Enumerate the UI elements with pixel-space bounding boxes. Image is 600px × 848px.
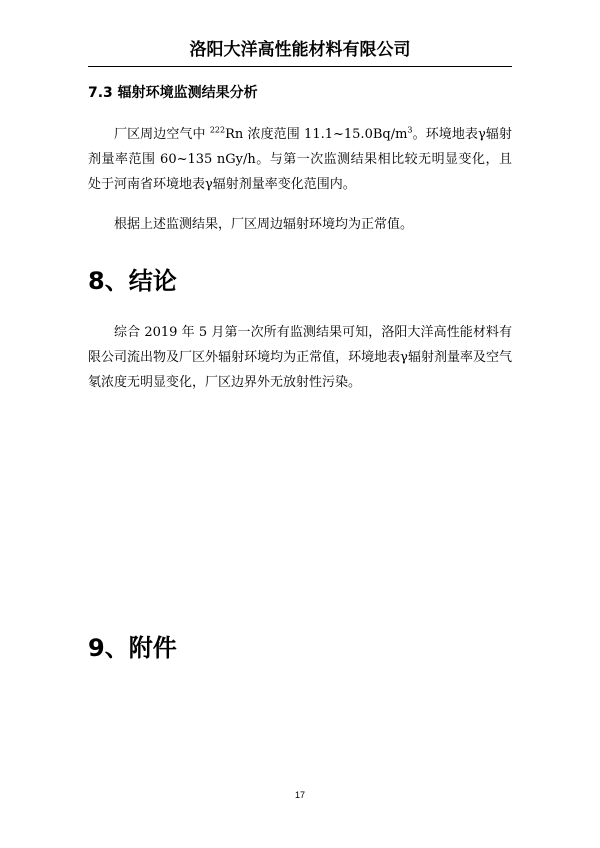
para1-part2: Rn 浓度范围 11.1~15.0Bq/m <box>225 127 408 142</box>
header-rule <box>88 66 512 67</box>
section-7-3-paragraph-1 <box>88 122 512 197</box>
page-header-company: 洛阳大洋高性能材料有限公司 <box>189 40 411 60</box>
para1-part1: 厂区周边空气中 <box>114 127 210 142</box>
section-8-paragraph: 综合 2019 年 5 月第一次所有监测结果可知，洛阳大洋高性能材料有限公司流出物及厂区外辐射环境均为正常值，环境地表γ辐射剂量率及空气氡浓度无明显变化，厂区边界外无放射性污染。 <box>88 325 512 390</box>
section-9-heading: 9、附件 <box>88 634 177 662</box>
page-number: 17 <box>294 790 305 800</box>
para1-part3: 。环境地表γ辐射剂量率范围 60~135 nGy/h。与第一次监测结果相比较无明显变化，且处于河南省环境地表γ辐射剂量率变化范围内。 <box>88 127 512 192</box>
section-7-3-heading: 7.3 辐射环境监测结果分析 <box>88 85 258 101</box>
section-8-heading: 8、结论 <box>88 267 177 295</box>
section-7-3-paragraph-2: 根据上述监测结果，厂区周边辐射环境均为正常值。 <box>114 217 414 232</box>
unit-exponent: 3 <box>407 125 413 135</box>
isotope-mass: 222 <box>209 125 226 135</box>
